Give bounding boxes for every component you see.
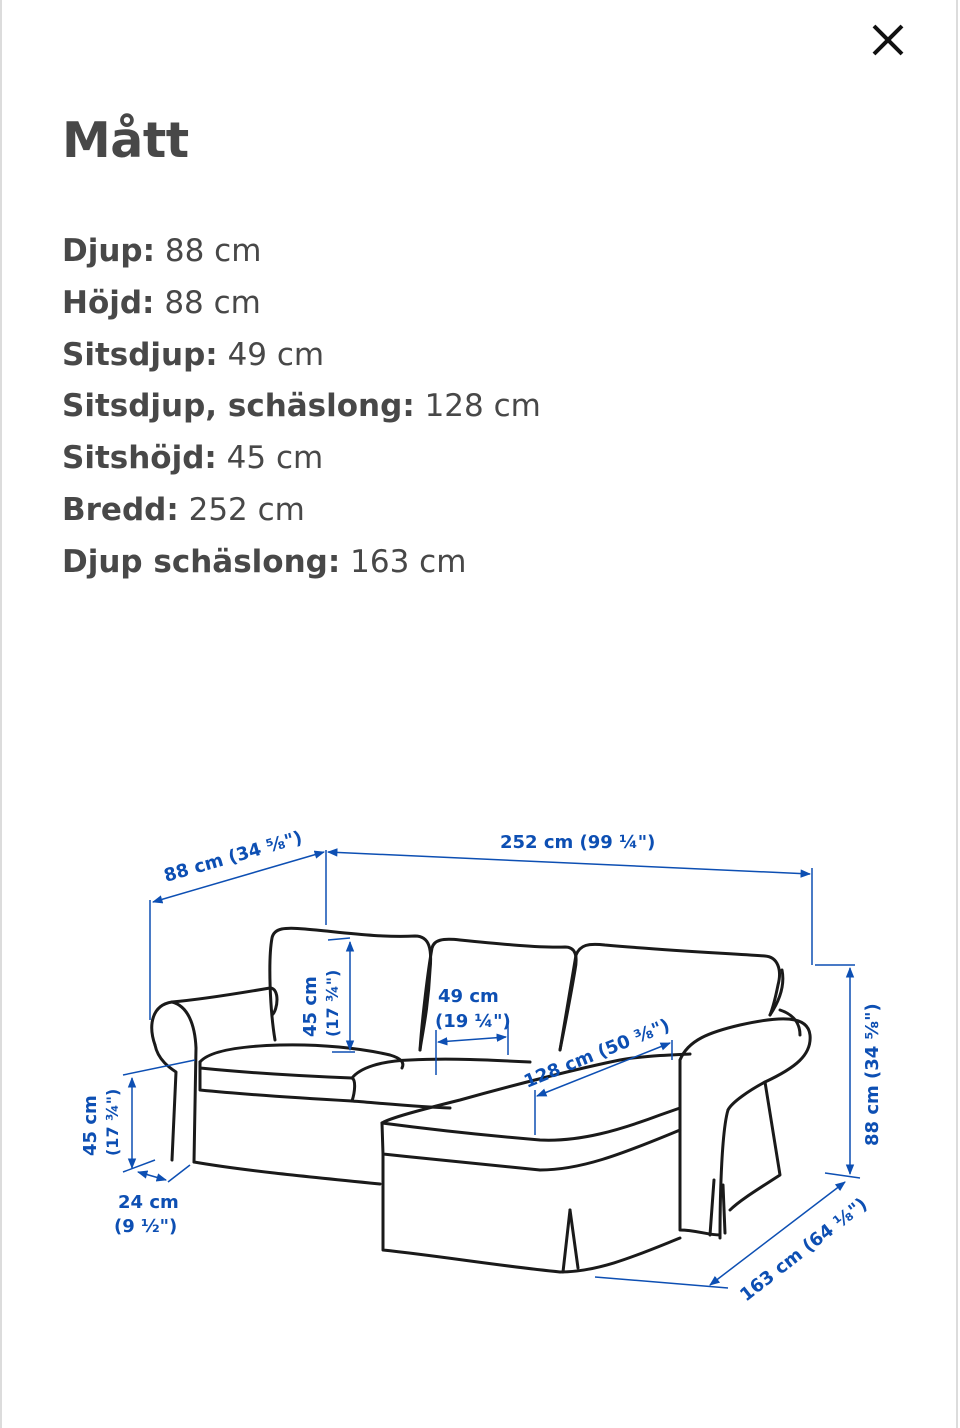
dimensions-list — [62, 226, 541, 589]
close-button[interactable] — [860, 12, 916, 68]
dimension-seat-height — [62, 433, 541, 485]
dimension-label: Sitshöjd: — [62, 440, 217, 477]
sofa-dimension-diagram — [60, 810, 910, 1310]
dimension-chaise-seat-depth — [62, 381, 541, 433]
dimension-seat-depth — [62, 330, 541, 382]
annotation-leg-offset-in: (9 ½") — [114, 1216, 178, 1237]
dimension-value: 163 cm — [350, 543, 467, 580]
annotation-back-height-in: (17 ¾") — [323, 969, 342, 1037]
dimension-label: Höjd: — [62, 284, 155, 321]
dimension-label: Bredd: — [62, 491, 179, 528]
dimension-value: 49 cm — [227, 336, 325, 373]
annotation-seat-height-in: (17 ¾") — [103, 1088, 122, 1156]
dimension-height — [62, 278, 541, 330]
dimension-label: Djup schäslong: — [62, 543, 341, 580]
dimension-label: Djup: — [62, 233, 156, 269]
dimension-value: 45 cm — [226, 440, 324, 477]
annotation-leg-offset: 24 cm — [118, 1192, 179, 1213]
dimension-value: 88 cm — [164, 233, 262, 269]
close-icon — [871, 23, 905, 57]
dimension-value: 252 cm — [188, 491, 305, 528]
annotation-width: 252 cm (99 ¼") — [500, 832, 656, 853]
page-title: Mått — [62, 112, 189, 169]
annotation-seat-height: 45 cm — [80, 1095, 101, 1156]
sofa-outline — [152, 928, 810, 1272]
dimension-value: 88 cm — [164, 284, 261, 321]
annotation-back-height: 45 cm — [300, 976, 321, 1037]
annotation-chaise-seat-depth: 128 cm (50 ⅜") — [521, 1014, 673, 1093]
annotation-chaise-depth: 163 cm (64 ⅛") — [736, 1193, 872, 1306]
dimension-value: 128 cm — [424, 388, 541, 425]
dimension-label: Sitsdjup: — [62, 336, 218, 373]
dimension-chaise-depth — [62, 537, 541, 589]
sofa-illustration — [60, 810, 910, 1310]
dimension-lines — [123, 850, 860, 1288]
annotation-depth: 88 cm (34 ⅝") — [161, 827, 305, 887]
dimension-depth — [62, 226, 541, 278]
annotation-seat-depth: 49 cm — [438, 986, 499, 1007]
annotation-height: 88 cm (34 ⅝") — [862, 1003, 883, 1146]
dimension-label: Sitsdjup, schäslong: — [62, 388, 415, 425]
dimension-width — [62, 485, 541, 537]
annotation-seat-depth-in: (19 ¼") — [435, 1011, 511, 1032]
